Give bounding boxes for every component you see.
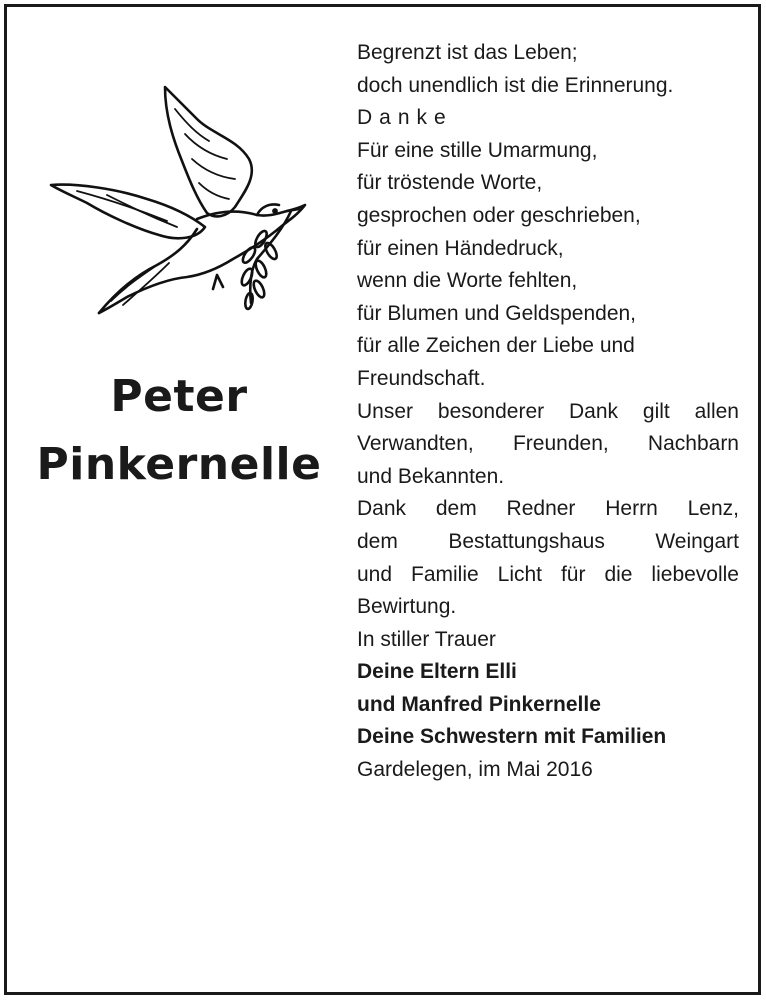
deceased-last-name: Pinkernelle — [36, 439, 322, 490]
special-thanks-line: dem Bestattungshaus Weingart — [357, 529, 739, 553]
thanks-line: für tröstende Worte, — [357, 171, 543, 195]
thanks-line: gesprochen oder geschrieben, — [357, 203, 641, 227]
deceased-first-name: Peter — [110, 371, 248, 422]
place-and-date: Gardelegen, im Mai 2016 — [357, 758, 593, 782]
thanks-line: für alle Zeichen der Liebe und — [357, 334, 635, 358]
special-thanks-line: Verwandten, Freunden, Nachbarn — [357, 432, 739, 456]
special-thanks-line: und Bekannten. — [357, 464, 505, 488]
thanks-line: für Blumen und Geldspenden, — [357, 301, 637, 325]
motto-line-2: doch unendlich ist die Erinnerung. — [357, 73, 674, 97]
motto-line-1: Begrenzt ist das Leben; — [357, 41, 578, 64]
special-thanks-line: Bewirtung. — [357, 595, 457, 619]
thanks-line: für einen Händedruck, — [357, 236, 564, 260]
text-column — [357, 37, 739, 787]
thanks-line: Für eine stille Umarmung, — [357, 138, 598, 162]
thanks-line: wenn die Worte fehlten, — [357, 269, 578, 293]
mourning-intro: In stiller Trauer — [357, 627, 496, 651]
special-thanks-line: Dank dem Redner Herrn Lenz, — [357, 497, 739, 521]
special-thanks-line: Unser besonderer Dank gilt allen — [357, 399, 739, 423]
obituary-frame — [4, 4, 761, 995]
special-thanks-line: und Familie Licht für die liebevolle — [357, 562, 739, 586]
dove-with-olive-branch-icon — [47, 79, 311, 317]
mourner-line: Deine Eltern Elli — [357, 660, 517, 684]
danke-heading: Danke — [357, 106, 453, 130]
mourner-line: Deine Schwestern mit Familien — [357, 725, 667, 749]
thanks-line: Freundschaft. — [357, 366, 486, 390]
mourner-line: und Manfred Pinkernelle — [357, 692, 601, 716]
